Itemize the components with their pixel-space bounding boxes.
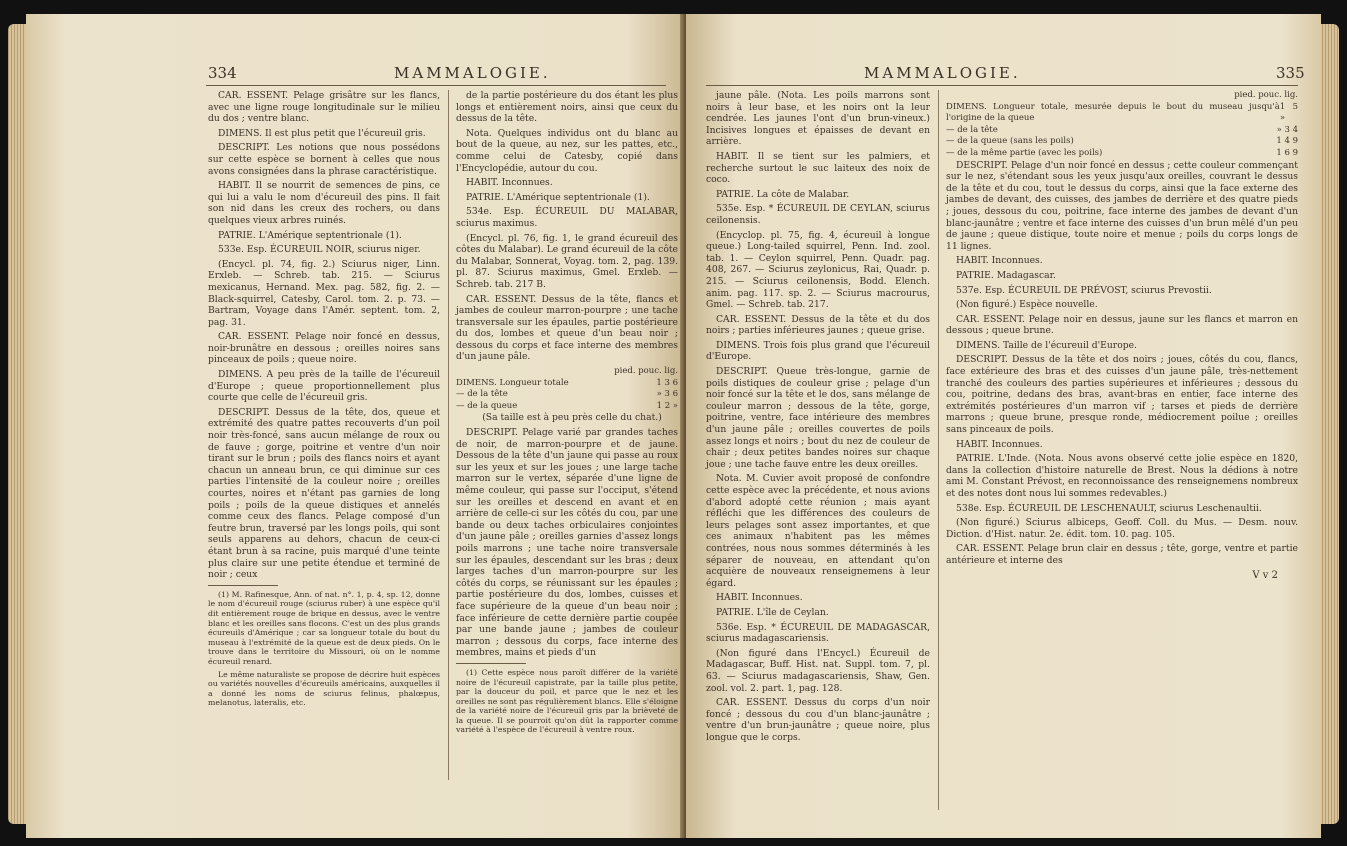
left-page	[26, 14, 686, 838]
paragraph: DESCRIPT. Pelage d'un noir foncé en dessus ; cette couleur commençant sur le nez, s'étendant sous les yeux jusqu'aux oreilles, couvrant le dessus de la tête et du cou, tout le dessus du corps, ainsi que la face externe des jambes de devant, des cuisses, des jambes de derrière et des quatre pieds ; joues, dessous du cou, poitrine, face interne des jambes de devant d'un blanc-jaunâtre ; ventre et face interne des cuisses d'un brun mêlé d'un peu de jaune ; queue distique, toute noire et menue ; poils du corps longs de 11 lignes.	[946, 159, 1298, 252]
paragraph: HABIT. Inconnues.	[716, 592, 803, 604]
paragraph: (Encycl. pl. 76, fig. 1, le grand écureuil des côtes du Malabar). Le grand écureuil de la côte du Malabar, Sonnerat, Voyag. tom. 2, pag. 139. pl. 87. Sciurus maximus, Gmel. Erxleb. — Schreb. tab. 217 B.	[456, 232, 678, 290]
species-heading: 533e. Esp. ÉCUREUIL NOIR, sciurus niger.	[218, 244, 421, 256]
right-running-head: MAMMALOGIE.	[864, 64, 1021, 82]
right-page	[686, 14, 1321, 838]
paragraph: PATRIE. L'Amérique septentrionale (1).	[218, 229, 402, 241]
footnote: (1) Cette espèce nous paroît différer de la variété noire de l'écureuil capistrate, par la taille plus petite, par la douceur du poil, et parce que le nez et les oreilles ne sont pas régulièrement blancs. Elle s'éloigne de la variété noire de l'écureuil gris par la brièveté de la queue. Il se pourroit qu'on dût la rapporter comme variété à l'espèce de l'écureuil à ventre roux.	[456, 667, 678, 735]
paragraph: de la partie postérieure du dos étant les plus longs et entièrement noirs, ainsi que ceux du dessus de la tête.	[456, 90, 678, 125]
footnote: (1) M. Rafinesque, Ann. of nat. n°. 1, p. 4, sp. 12, donne le nom d'écureuil rouge (sciurus ruber) à une espèce qu'il dit entièrement rouge de brique en dessus, avec le ventre blanc et les oreilles sans flocons. C'est un des plus grands écureuils d'Amérique ; car sa longueur totale du bout du museau à l'extrémité de la queue est de deux pieds. On le trouve dans le territoire du Missouri, où on le nomme écureuil renard.	[208, 589, 440, 666]
right-page-number: 335	[1276, 64, 1305, 82]
right-header-rule	[706, 85, 1298, 86]
paragraph: CAR. ESSENT. Pelage grisâtre sur les flancs, avec une ligne rouge longitudinale sur le milieu du dos ; ventre blanc.	[208, 90, 440, 125]
paragraph: CAR. ESSENT. Pelage brun clair en dessus ; tête, gorge, ventre et partie antérieure et interne des	[946, 543, 1298, 566]
species-heading: 535e. Esp. * ÉCUREUIL DE CEYLAN, sciurus ceilonensis.	[706, 203, 930, 226]
left-column-separator	[448, 90, 449, 780]
paragraph: PATRIE. La côte de Malabar.	[716, 188, 850, 200]
species-heading: 537e. Esp. ÉCUREUIL DE PRÉVOST, sciurus Prevostii.	[956, 284, 1212, 296]
measure-row: DIMENS. Longueur totale 1 3 6	[456, 377, 678, 388]
paragraph: (Encyclop. pl. 75, fig. 4, écureuil à longue queue.) Long-tailed squirrel, Penn. Ind. zool. tab. 1. — Ceylon squirrel, Penn. Quadr. pag. 408, 267. — Sciurus zeylonicus, Rai, Quadr. p. 215. — Sciurus ceilonensis, Bodd. Elench. anim. pag. 117. sp. 2. — Sciurus macrourus, Gmel. — Schreb. tab. 217.	[706, 229, 930, 311]
paragraph: HABIT. Inconnues.	[956, 438, 1043, 450]
paragraph: (Non figuré.) Sciurus albiceps, Geoff. Coll. du Mus. — Desm. nouv. Diction. d'Hist. natur. 2e. édit. tom. 10. pag. 105.	[946, 517, 1298, 540]
paragraph: (Encycl. pl. 74, fig. 2.) Sciurus niger, Linn. Erxleb. — Schreb. tab. 215. — Sciurus mexicanus, Hernand. Mex. pag. 582, fig. 2. — Black-squirrel, Catesby, Carol. tom. 2. p. 73. — Bartram, Voyage dans l'Amér. septent. tom. 2, pag. 31.	[208, 258, 440, 328]
species-heading: 538e. Esp. ÉCUREUIL DE LESCHENAULT, sciurus Leschenaultii.	[956, 502, 1262, 514]
paragraph: PATRIE. L'Inde. (Nota. Nous avons observé cette jolie espèce en 1820, dans la collection d'histoire naturelle de Brest. Nous la dédions à notre ami M. Constant Prévost, en reconnoissance des renseignemens nombreux et des notes dont nous lui sommes redevables.)	[946, 453, 1298, 499]
measure-row: DIMENS. Longueur totale, mesurée depuis le bout du museau jusqu'à l'origine de la queue 1 5 »	[946, 101, 1298, 124]
paragraph: DESCRIPT. Les notions que nous possédons sur cette espèce se bornent à celles que nous avons consignées dans la phrase caractéristique.	[208, 142, 440, 177]
paragraph: DIMENS. Il est plus petit que l'écureuil gris.	[218, 127, 426, 139]
left-page-number: 334	[208, 64, 237, 82]
paragraph: Nota. M. Cuvier avoit proposé de confondre cette espèce avec la précédente, et nous avions d'abord adopté cette réunion ; mais ayant réfléchi que les différences des couleurs de leurs pelages sont assez importantes, et que ces animaux n'habitent pas les mêmes contrées, nous nous sommes déterminés à les séparer de nouveau, en attendant qu'on acquière de nouveaux renseignemens à leur égard.	[706, 473, 930, 589]
measure-row: — de la queue (sans les poils) 1 4 9	[946, 136, 1298, 147]
right-column-separator	[938, 90, 939, 810]
paragraph: jaune pâle. (Nota. Les poils marrons sont noirs à leur base, et les noirs ont la leur cendrée. Les jaunes l'ont d'un brun-vineux.) Incisives longues et épaisses de devant en arrière.	[706, 90, 930, 148]
left-running-head: MAMMALOGIE.	[394, 64, 551, 82]
paragraph: CAR. ESSENT. Dessus du corps d'un noir foncé ; dessous du cou d'un blanc-jaunâtre ; ventre d'un brun-jaunâtre ; queue noire, plus longue que le corps.	[706, 697, 930, 743]
paragraph: Nota. Quelques individus ont du blanc au bout de la queue, au nez, sur les pattes, etc., comme celui de Catesby, copié dans l'Encyclopédie, autour du cou.	[456, 127, 678, 174]
measure-header: pied. pouc. lig.	[614, 366, 678, 377]
measure-row: — de la même partie (avec les poils) 1 6 9	[946, 147, 1298, 158]
signature-mark: V v 2	[1252, 569, 1278, 581]
paragraph: HABIT. Il se nourrit de semences de pins, ce qui lui a valu le nom d'écureuil des pins. Il fait son nid dans les creux des rochers, ou dans quelques vieux arbres ruinés.	[208, 180, 440, 226]
open-book	[8, 14, 1339, 838]
paragraph: CAR. ESSENT. Dessus de la tête, flancs et jambes de couleur marron-pourpre ; une tache transversale sur les épaules, partie postérieure du dos, lombes et queue d'un beau noir ; dessous du corps et face interne des membres d'un jaune pâle.	[456, 293, 678, 363]
paragraph: PATRIE. Madagascar.	[956, 269, 1056, 281]
species-heading: 534e. Esp. ÉCUREUIL DU MALABAR, sciurus maximus.	[456, 206, 678, 229]
paragraph: DESCRIPT. Dessus de la tête, dos, queue et extrémité des quatre pattes recouverts d'un poil noir très-foncé, sans aucun mélange de roux ou de fauve ; gorge, poitrine et ventre d'un noir tirant sur le brun ; poils des flancs noirs et ayant chacun un anneau brun, ce qui diminue sur ces parties l'intensité de la couleur noire ; oreilles courtes, noires et n'étant pas garnies de long poils ; poils de la queue distiques et annelés comme ceux des flancs. Pelage composé d'un feutre brun, traversé par les longs poils, qui sont seuls apparens au dehors, chacun de ceux-ci étant brun à sa racine, puis marqué d'une teinte plus claire sur une petite étendue et terminé de noir ; ceux	[208, 406, 440, 581]
left-column-1	[208, 90, 440, 711]
paragraph: DIMENS. Taille de l'écureuil d'Europe.	[956, 339, 1137, 351]
paragraph: CAR. ESSENT. Pelage noir en dessus, jaune sur les flancs et marron en dessous ; queue brune.	[946, 313, 1298, 337]
measure-row: — de la tête » 3 4	[946, 124, 1298, 135]
paragraph: DIMENS. Trois fois plus grand que l'écureuil d'Europe.	[706, 339, 930, 363]
measure-row: — de la queue 1 2 »	[456, 400, 678, 411]
footnote: Le même naturaliste se propose de décrire huit espèces ou variétés nouvelles d'écureuils américains, auxquelles il a donné les noms de sciurus felinus, phalœpus, melanotus, lateralis, etc.	[208, 669, 440, 708]
paragraph: CAR. ESSENT. Dessus de la tête et du dos noirs ; parties inférieures jaunes ; queue grise.	[706, 313, 930, 337]
paragraph: HABIT. Inconnues.	[466, 177, 553, 189]
footnote-rule	[208, 585, 278, 586]
species-heading: 536e. Esp. * ÉCUREUIL DE MADAGASCAR, sciurus madagascariensis.	[706, 621, 930, 645]
paragraph: (Non figuré.) Espèce nouvelle.	[956, 299, 1098, 311]
paragraph: (Non figuré dans l'Encycl.) Écureuil de Madagascar, Buff. Hist. nat. Suppl. tom. 7, pl. 63. — Sciurus madagascariensis, Shaw, Gen. zool. vol. 2. part. 1, pag. 128.	[706, 647, 930, 694]
left-header-rule	[206, 85, 666, 86]
measure-row: — de la tête » 3 6	[456, 389, 678, 400]
paragraph: HABIT. Inconnues.	[956, 255, 1043, 267]
left-column-2	[456, 90, 678, 738]
paragraph: DIMENS. A peu près de la taille de l'écureuil d'Europe ; queue proportionnellement plus courte que celle de l'écureuil gris.	[208, 369, 440, 404]
paragraph: DESCRIPT. Pelage varié par grandes taches de noir, de marron-pourpre et de jaune. Dessous de la tête d'un jaune qui passe au roux sur les yeux et sur les joues ; une large tache marron sur le vertex, séparée d'une ligne de même couleur, qui passe sur l'occiput, s'étend sur les oreilles et descend en avant et en arrière de celle-ci sur les côtés du cou, par une bande ou deux taches orbiculaires conjointes d'un jaune pâle ; oreilles garnies d'assez longs poils marrons ; une tache noire transversale sur les épaules, descendant sur les bras ; deux larges taches d'un marron-pourpre sur les côtés du corps, se réunissant sur les épaules ; partie postérieure du dos, lombes, cuisses et face supérieure de la queue d'un beau noir ; face inférieure de cette dernière partie coupée par une bande jaune ; jambes de couleur marron ; dessous du corps, face interne des membres, mains et pieds d'un	[456, 427, 678, 659]
paragraph: PATRIE. L'île de Ceylan.	[716, 606, 829, 618]
measure-header: pied. pouc. lig.	[1234, 90, 1298, 100]
measure-note: (Sa taille est à peu près celle du chat.)	[482, 412, 662, 424]
paragraph: DESCRIPT. Queue très-longue, garnie de poils distiques de couleur grise ; pelage d'un noir foncé sur la tête et le dos, sans mélange de couleur marron ; dessous de la tête, gorge, poitrine, ventre, face intérieure des membres d'un jaune pâle ; oreilles couvertes de poils assez longs et noirs ; bout du nez de couleur de chair ; deux petites bandes noires sur chaque joue ; une tache fauve entre les deux oreilles.	[706, 366, 930, 470]
paragraph: HABIT. Il se tient sur les palmiers, et recherche surtout le suc laiteux des noix de coco.	[706, 150, 930, 186]
right-column-1	[706, 90, 930, 746]
paragraph: CAR. ESSENT. Pelage noir foncé en dessus, noir-brunâtre en dessous ; oreilles noires sans pinceaux de poils ; queue noire.	[208, 331, 440, 366]
paragraph: DESCRIPT. Dessus de la tête et dos noirs ; joues, côtés du cou, flancs, face extérieure des bras et des cuisses d'un jaune pâle, très-nettement tranché des couleurs des parties supérieures et inférieures ; dessous du cou, poitrine, dedans des bras, avant-bras en entier, face interne des extrémités postérieures d'un marron vif ; tarses et pieds de derrière marrons ; queue brune, presque ronde, médiocrement poilue ; oreilles sans pinceaux de poils.	[946, 354, 1298, 436]
footnote-rule	[456, 663, 526, 664]
paragraph: PATRIE. L'Amérique septentrionale (1).	[466, 191, 650, 203]
right-column-2	[946, 90, 1298, 581]
